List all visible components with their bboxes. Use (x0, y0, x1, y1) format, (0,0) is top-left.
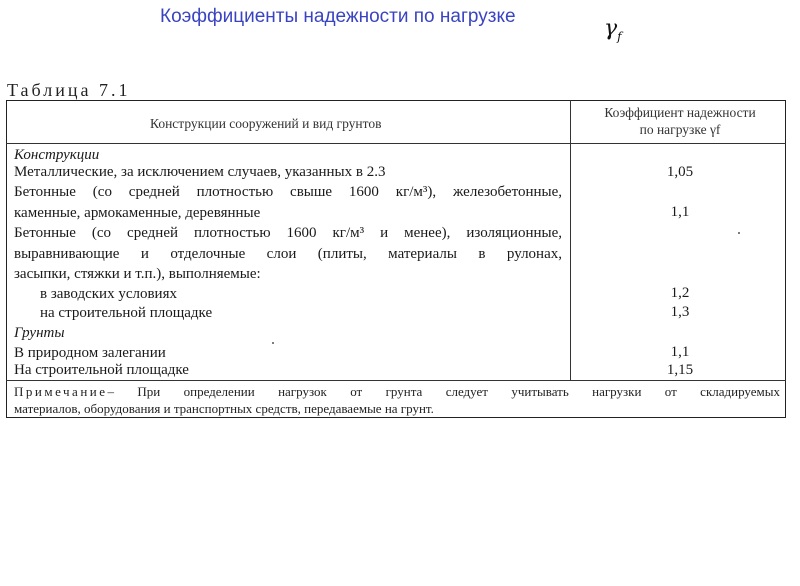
slide-title: Коэффициенты надежности по нагрузке (160, 6, 516, 27)
coef-soil-site: 1,15 (666, 362, 694, 378)
row-concrete-heavy-line1: Бетонные (со средней плотностью свыше 1600 кг/м³), железобетонные, (14, 184, 562, 200)
coef-concrete-heavy: 1,1 (670, 204, 690, 220)
gamma-f-symbol (604, 16, 622, 43)
header-coefficient-line2: по нагрузке γf (639, 122, 721, 137)
header-divider (6, 143, 786, 144)
section-label-soils: Грунты (14, 325, 65, 341)
coef-construction-site: 1,3 (670, 304, 690, 320)
coef-natural-soil: 1,1 (670, 344, 690, 360)
coef-metal: 1,05 (666, 164, 694, 180)
scan-speck (738, 232, 740, 234)
note-label: Примечание (14, 384, 108, 399)
table-caption: Таблица 7.1 (7, 80, 131, 100)
row-concrete-light-line3: засыпки, стяжки и т.п.), выполняемые: (14, 266, 261, 282)
row-factory: в заводских условиях (40, 286, 177, 302)
section-label-structures: Конструкции (14, 147, 100, 163)
gamma-subscript: f (617, 29, 622, 44)
column-divider (570, 100, 571, 380)
note-line2: материалов, оборудования и транспортных средств, передаваемые на грунт. (14, 401, 434, 416)
note-divider (6, 380, 786, 381)
header-coefficient-line1: Коэффициент надежности (604, 105, 756, 120)
note-line1 (14, 384, 780, 400)
row-soil-site: На строительной площадке (14, 362, 189, 378)
note-text-1: – При определении нагрузок от грунта следует учитывать нагрузки от складируемых (107, 384, 780, 399)
row-concrete-heavy-line2: каменные, армокаменные, деревянные (14, 205, 261, 221)
row-natural-soil: В природном залегании (14, 345, 166, 361)
header-coefficient (575, 104, 785, 138)
row-metal: Металлические, за исключением случаев, указанных в 2.3 (14, 164, 386, 180)
header-structures: Конструкции сооружений и вид грунтов (150, 116, 382, 131)
row-concrete-light-line2: выравнивающие и отделочные слои (плиты, материалы в рулонах, (14, 246, 562, 262)
coef-factory: 1,2 (670, 285, 690, 301)
scan-speck (272, 342, 274, 344)
row-construction-site: на строительной площадке (40, 305, 213, 321)
gamma-symbol: γ (604, 16, 618, 41)
row-concrete-light-line1: Бетонные (со средней плотностью 1600 кг/м³ и менее), изоляционные, (14, 225, 562, 241)
